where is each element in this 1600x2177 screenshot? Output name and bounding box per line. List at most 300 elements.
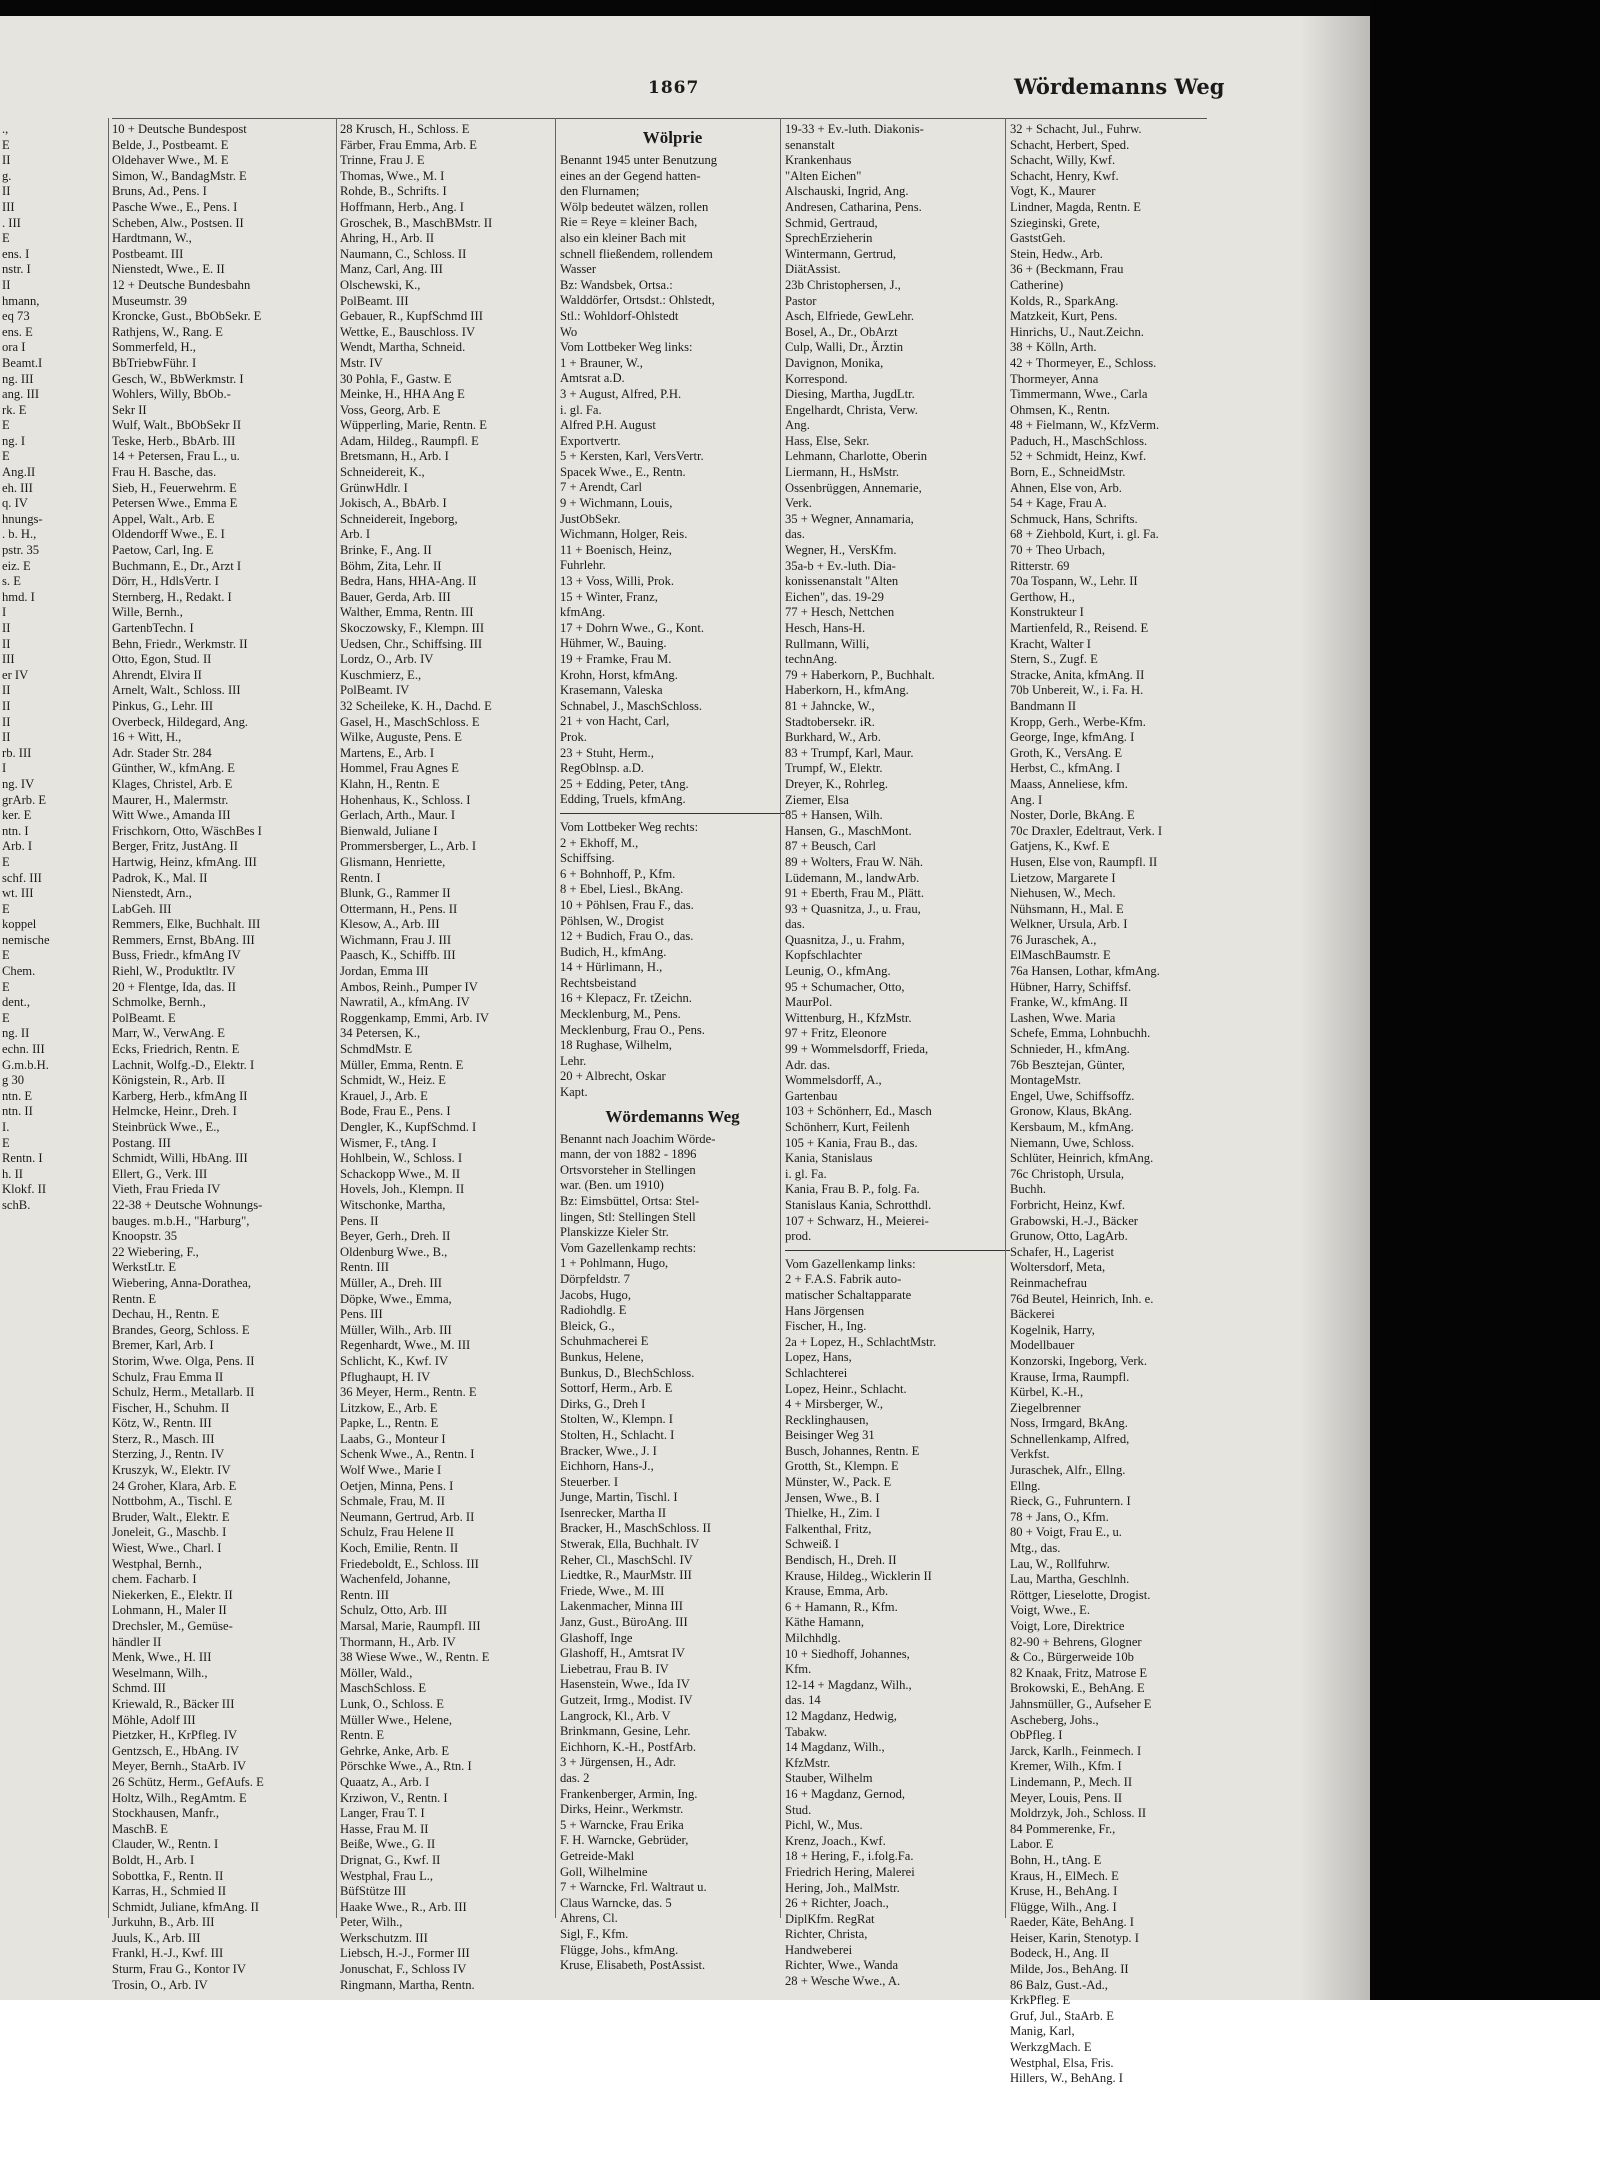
directory-entry-line: Rentn. III [340,1587,389,1602]
directory-entry-line: Wettke, E., Bauschloss. IV [340,324,476,339]
directory-entry-line: Belde, J., Postbeamt. E [112,137,229,152]
directory-entry-line: Bedra, Hans, HHA-Ang. II [340,574,477,589]
directory-entry-line: Hohenhaus, K., Schloss. I [340,792,471,807]
directory-entry-line: 81 + Jahncke, W., [785,698,875,713]
directory-entry-line: 10 + Siedhoff, Johannes, [785,1646,910,1661]
directory-entry-line: Stadtobersekr. iR. [785,714,875,729]
directory-entry-line: mann, der von 1882 - 1896 [560,1147,697,1162]
directory-entry-line: Hinrichs, U., Naut.Zeichn. [1010,324,1144,339]
directory-entry-line: chem. Facharb. I [112,1572,197,1587]
directory-entry-line: III [2,199,15,214]
directory-entry-line: Hühmer, W., Bauing. [560,636,667,651]
directory-entry-line: KrkPfleg. E [1010,1993,1071,2008]
directory-entry-line: Hansen, G., MaschMont. [785,823,912,838]
directory-entry-line: Olschewski, K., [340,277,421,292]
directory-entry-line: Lüdemann, M., landwArb. [785,870,920,885]
directory-entry-line: Boldt, H., Arb. I [112,1852,195,1867]
directory-entry-line: Sekr II [112,402,147,417]
directory-entry-line: Dirks, Heinr., Werkmstr. [560,1802,684,1817]
directory-entry-line: ObPfleg. I [1010,1728,1063,1743]
directory-entry-line: i. gl. Fa. [785,1166,827,1181]
directory-entry-line: E [2,1135,10,1150]
directory-entry-line: Rentn. E [340,1728,385,1743]
directory-entry-line: Museumstr. 39 [112,293,187,308]
directory-entry-line: koppel [2,917,37,932]
directory-entry-line: er IV [2,667,29,682]
directory-entry-line: Frankenberger, Armin, Ing. [560,1786,698,1801]
directory-entry-line: Adr. Stader Str. 284 [112,745,212,760]
directory-entry-line: Catherine) [1010,277,1064,292]
directory-entry-line: Noss, Irmgard, BkAng. [1010,1416,1128,1431]
directory-entry-line: Rentn. I [2,1151,43,1166]
directory-entry-line: Stwerak, Ella, Buchhalt. IV [560,1537,700,1552]
directory-entry-line: Hasse, Frau M. II [340,1821,429,1836]
directory-entry-line: WerkstLtr. E [112,1260,177,1275]
directory-entry-line: II [2,636,11,651]
directory-entry-line: Sturm, Frau G., Kontor IV [112,1962,246,1977]
directory-entry-line: Wille, Bernh., [112,605,183,620]
directory-entry-line: Bruns, Ad., Pens. I [112,184,207,199]
directory-entry-line: Vom Lottbeker Weg rechts: [560,819,699,834]
directory-entry-line: lingen, Stl: Stellingen Stell [560,1209,696,1224]
directory-entry-line: Getreide-Makl [560,1848,635,1863]
directory-entry-line: BbTriebwFühr. I [112,355,197,370]
directory-entry-line: Langrock, Kl., Arb. V [560,1708,671,1723]
directory-entry-line: Goll, Wilhelmine [560,1864,648,1879]
directory-entry-line: Lehr. [560,1053,587,1068]
directory-entry-line: Gartenbau [785,1088,838,1103]
directory-entry-line: Engel, Uwe, Schiffsoffz. [1010,1088,1135,1103]
directory-entry-line: Brinke, F., Ang. II [340,543,432,558]
directory-entry-line: Sobottka, F., Rentn. II [112,1868,224,1883]
directory-entry-line: Wo [560,324,578,339]
directory-entry-line: Amtsrat a.D. [560,371,625,386]
directory-entry-line: 1 + Pohlmann, Hugo, [560,1256,669,1271]
directory-entry-line: Hasenstein, Wwe., Ida IV [560,1677,690,1692]
directory-entry-line: 14 Magdanz, Wilh., [785,1740,885,1755]
directory-entry-line: Bäckerei [1010,1307,1055,1322]
directory-entry-line: I [2,761,7,776]
directory-entry-line: Münster, W., Pack. E [785,1475,892,1490]
directory-entry-line: Holtz, Wilh., RegAmtm. E [112,1790,247,1805]
directory-entry-line: Witschonke, Martha, [340,1197,446,1212]
directory-entry-line: Krause, Hildeg., Wicklerin II [785,1568,932,1583]
directory-entry-line: Handweberei [785,1942,853,1957]
directory-entry-line: Ritterstr. 69 [1010,558,1070,573]
directory-entry-line: Pöhlsen, W., Drogist [560,913,664,928]
directory-entry-line: Helmcke, Heinr., Dreh. I [112,1104,237,1119]
directory-entry-line: E [2,418,10,433]
directory-entry-line: Friede, Wwe., M. III [560,1583,665,1598]
directory-entry-line: Dörpfeldstr. 7 [560,1271,630,1286]
directory-entry-line: Dreyer, K., Rohrleg. [785,776,889,791]
directory-entry-line: 2a + Lopez, H., SchlachtMstr. [785,1334,937,1349]
directory-entry-line: Husen, Else von, Raumpfl. II [1010,854,1158,869]
directory-entry-line: Brokowski, E., BehAng. E [1010,1681,1145,1696]
directory-entry-line: eq 73 [2,309,30,324]
directory-entry-line: Ellng. [1010,1478,1041,1493]
directory-entry-line: E [2,979,10,994]
directory-entry-line: 3 + Jürgensen, H., Adr. [560,1755,677,1770]
directory-entry-line: Schulz, Herm., Metallarb. II [112,1385,255,1400]
directory-entry-line: Kruse, H., BehAng. I [1010,1884,1118,1899]
directory-entry-line: Walddörfer, Ortsdst.: Ohlstedt, [560,293,715,308]
directory-entry-line: 34 Petersen, K., [340,1026,421,1041]
directory-entry-line: 80 + Voigt, Frau E., u. [1010,1525,1122,1540]
directory-entry-line: Oetjen, Minna, Pens. I [340,1478,454,1493]
directory-entry-line: II [2,714,11,729]
directory-entry-line: Langer, Frau T. I [340,1806,425,1821]
directory-entry-line: echn. III [2,1042,45,1057]
directory-entry-line: Dörr, H., HdlsVertr. I [112,574,219,589]
directory-entry-line: 2 + F.A.S. Fabrik auto- [785,1272,902,1287]
directory-entry-line: Gentzsch, E., HbAng. IV [112,1743,239,1758]
directory-entry-line: 70 + Theo Urbach, [1010,543,1106,558]
directory-entry-line: Nienstedt, Wwe., E. II [112,262,225,277]
column-4 [785,122,1010,1989]
directory-entry-line: III [2,652,15,667]
directory-entry-line: Kania, Frau B. P., folg. Fa. [785,1182,920,1197]
directory-entry-line: Müller, Wilh., Arb. III [340,1322,452,1337]
directory-entry-line: Beisinger Weg 31 [785,1428,875,1443]
directory-entry-line: Mecklenburg, M., Pens. [560,1007,681,1022]
directory-entry-line: 77 + Hesch, Nettchen [785,605,895,620]
directory-entry-line: 95 + Schumacher, Otto, [785,979,905,994]
directory-entry-line: Exportvertr. [560,433,621,448]
directory-entry-line: hmann, [2,293,40,308]
directory-entry-line: Sigl, F., Kfm. [560,1926,629,1941]
directory-entry-line: Müller, A., Dreh. III [340,1275,442,1290]
directory-entry-line: 15 + Winter, Franz, [560,589,658,604]
directory-entry-line: II [2,683,11,698]
directory-entry-line: Bienwald, Juliane I [340,823,438,838]
directory-entry-line: Mstr. IV [340,355,383,370]
directory-entry-line: 3 + August, Alfred, P.H. [560,386,682,401]
directory-entry-line: Schuhmacherei E [560,1334,649,1349]
directory-entry-line: i. gl. Fa. [560,402,602,417]
directory-entry-line: Thielke, H., Zim. I [785,1506,880,1521]
directory-entry-line: 76d Beutel, Heinrich, Inh. e. [1010,1291,1154,1306]
directory-entry-line: Pflughaupt, H. IV [340,1369,431,1384]
directory-entry-line: II [2,621,11,635]
column-2 [340,122,565,1992]
directory-entry-line: Bandmann II [1010,698,1077,713]
directory-entry-line: 52 + Schmidt, Heinz, Kwf. [1010,449,1147,464]
directory-entry-line: Meyer, Bernh., StaArb. IV [112,1759,247,1774]
directory-entry-line: Papke, L., Rentn. E [340,1416,439,1431]
directory-entry-line: Nawratil, A., kfmAng. IV [340,995,470,1010]
directory-entry-line: George, Inge, kfmAng. I [1010,730,1135,745]
directory-entry-line: Leunig, O., kfmAng. [785,964,891,979]
directory-entry-line: E [2,231,10,246]
directory-entry-line: Davignon, Monika, [785,355,884,370]
directory-entry-line: Andresen, Catharina, Pens. [785,199,922,214]
directory-entry-line: Schafer, H., Lagerist [1010,1244,1115,1259]
directory-entry-line: Lunk, O., Schloss. E [340,1696,444,1711]
directory-entry-line: Herbst, C., kfmAng. I [1010,761,1121,776]
directory-entry-line: E [2,1010,10,1025]
directory-entry-line: Bunkus, Helene, [560,1349,644,1364]
directory-entry-line: Sommerfeld, H., [112,340,196,355]
directory-entry-line: Ohmsen, K., Rentn. [1010,402,1111,417]
directory-entry-line: Milchhdlg. [785,1631,841,1645]
directory-entry-line: Martienfeld, R., Reisend. E [1010,621,1149,635]
directory-entry-line: Voigt, Lore, Direktrice [1010,1619,1125,1633]
directory-entry-line: 76 Juraschek, A., [1010,932,1097,947]
directory-entry-line: Manig, Karl, [1010,2024,1075,2039]
directory-entry-line: Kapt. [560,1085,588,1100]
directory-entry-line: Arb. I [2,839,33,854]
directory-entry-line: Ottermann, H., Pens. II [340,901,458,916]
directory-entry-line: 13 + Voss, Willi, Prok. [560,574,675,589]
directory-entry-line: Jacobs, Hugo, [560,1287,632,1302]
directory-entry-line: 26 Schütz, Herm., GefAufs. E [112,1774,264,1789]
directory-entry-line: 16 + Klepacz, Fr. tZeichn. [560,991,692,1006]
directory-entry-line: Wohlers, Willy, BbOb.- [112,387,231,402]
directory-entry-line: Sieb, H., Feuerwehrm. E [112,480,237,495]
directory-entry-line: Schnellenkamp, Alfred, [1010,1431,1130,1446]
directory-entry-line: Lindner, Magda, Rentn. E [1010,199,1141,214]
directory-entry-line: ens. E [2,324,33,339]
directory-entry-line: Sterz, R., Masch. III [112,1431,215,1446]
directory-entry-line: Grotth, St., Klempn. E [785,1459,899,1474]
directory-entry-line: Overbeck, Hildegard, Ang. [112,714,249,729]
directory-entry-line: Remmers, Ernst, BbAng. III [112,932,255,947]
directory-entry-line: 91 + Eberth, Frau M., Plätt. [785,886,924,901]
directory-entry-line: Arb. I [340,527,371,542]
directory-entry-line: Stockhausen, Manfr., [112,1806,220,1821]
directory-entry-line: Pinkus, G., Lehr. III [112,698,214,713]
directory-entry-line: also ein kleiner Bach mit [560,230,686,245]
directory-entry-line: Lehmann, Charlotte, Oberin [785,449,927,464]
directory-entry-line: Adr. das. [785,1057,831,1072]
directory-entry-line: s. E [2,574,21,589]
directory-entry-line: Ang. [785,418,810,433]
directory-entry-line: & Co., Bürgerweide 10b [1010,1650,1134,1665]
directory-entry-line: Paetow, Carl, Ing. E [112,543,214,558]
directory-entry-line: Glashoff, H., Amtsrat IV [560,1646,685,1661]
directory-entry-line: Richter, Wwe., Wanda [785,1958,899,1973]
directory-entry-line: Ambos, Reinh., Pumper IV [340,979,478,994]
directory-entry-line: Clauder, W., Rentn. I [112,1837,219,1852]
directory-entry-line: 22 Wiebering, F., [112,1244,199,1259]
directory-entry-line: Wendt, Martha, Schneid. [340,340,466,355]
directory-entry-line: 70a Tospann, W., Lehr. II [1010,574,1138,589]
directory-entry-line: Stolten, H., Schlacht. I [560,1427,675,1442]
directory-entry-line: Färber, Frau Emma, Arb. E [340,137,477,152]
directory-entry-line: Frischkorn, Otto, WäschBes I [112,823,262,838]
directory-entry-line: Schefe, Emma, Lohnbuchh. [1010,1026,1151,1041]
directory-entry-line: eines an der Gegend hatten- [560,168,701,183]
column-separator [108,118,109,1918]
directory-entry-line: Kropp, Gerh., Werbe-Kfm. [1010,714,1146,729]
scan-right-border [1370,0,1600,2000]
directory-entry-line: PolBeamt. E [112,1010,176,1025]
directory-entry-line: Marsal, Marie, Raumpfl. III [340,1619,481,1633]
directory-entry-line: Marr, W., VerwAng. E [112,1026,225,1041]
directory-entry-line: Bohn, H., tAng. E [1010,1852,1102,1867]
directory-entry-line: Fuhrlehr. [560,558,606,573]
directory-entry-line: Steinbrück Wwe., E., [112,1120,220,1134]
directory-entry-line: 84 Pommerenke, Fr., [1010,1821,1116,1836]
directory-entry-line: Kroncke, Gust., BbObSekr. E [112,309,262,324]
directory-entry-line: Behn, Friedr., Werkmstr. II [112,636,248,651]
directory-entry-line: Jahnsmüller, G., Aufseher E [1010,1696,1152,1711]
directory-entry-line: Nühsmann, H., Mal. E [1010,901,1124,916]
directory-entry-line: PolBeamt. IV [340,683,410,698]
section-divider [560,813,785,820]
directory-entry-line: Eichhorn, Hans-J., [560,1459,654,1474]
directory-entry-line: Dengler, K., KupfSchmd. I [340,1120,477,1134]
directory-entry-line: Bendisch, H., Dreh. II [785,1553,897,1568]
directory-entry-line: 87 + Beusch, Carl [785,839,877,854]
directory-entry-line: dent., [2,995,30,1010]
directory-entry-line: Pörschke Wwe., A., Rtn. I [340,1759,472,1774]
directory-entry-line: Planskizze Kieler Str. [560,1225,669,1240]
directory-entry-line: 28 Krusch, H., Schloss. E [340,122,470,136]
directory-entry-line: Gerlach, Arth., Maur. I [340,808,456,823]
directory-entry-line: Teske, Herb., BbArb. III [112,433,236,448]
directory-entry-line: II [2,698,11,713]
directory-entry-line: Janz, Gust., BüroAng. III [560,1615,688,1630]
directory-entry-line: . b. H., [2,527,37,542]
directory-entry-line: Alschauski, Ingrid, Ang. [785,184,909,199]
directory-entry-line: Moldrzyk, Joh., Schloss. II [1010,1806,1147,1821]
directory-entry-line: Bode, Frau E., Pens. I [340,1104,451,1119]
column-separator [555,118,556,1918]
directory-entry-line: ., [2,122,9,136]
directory-entry-line: E [2,449,10,464]
directory-entry-line: Lohmann, H., Maler II [112,1603,227,1618]
directory-entry-line: Schackopp Wwe., M. II [340,1166,461,1181]
directory-entry-line: Roggenkamp, Emmi, Arb. IV [340,1010,490,1025]
directory-entry-line: Kogelnik, Harry, [1010,1322,1095,1337]
directory-entry-line: Kersbaum, M., kfmAng. [1010,1120,1134,1134]
directory-entry-line: MaurPol. [785,995,833,1010]
directory-entry-line: Krause, Emma, Arb. [785,1584,889,1599]
directory-entry-line: Haake Wwe., R., Arb. III [340,1899,467,1914]
directory-entry-line: 76b Besztejan, Günter, [1010,1057,1125,1072]
directory-entry-line: Culp, Walli, Dr., Ärztin [785,340,904,355]
directory-entry-line: 20 + Albrecht, Oskar [560,1069,666,1084]
directory-entry-line: PolBeamt. III [340,293,409,308]
directory-entry-line: 18 + Hering, F., i.folg.Fa. [785,1849,914,1864]
directory-entry-line: 12 Magdanz, Hedwig, [785,1708,897,1723]
directory-entry-line: Trosin, O., Arb. IV [112,1977,208,1992]
directory-entry-line: Konzorski, Ingeborg, Verk. [1010,1353,1147,1368]
directory-entry-line: Friedeboldt, E., Schloss. III [340,1556,479,1571]
directory-entry-line: kfmAng. [560,605,606,620]
directory-entry-line: 103 + Schönherr, Ed., Masch [785,1104,932,1119]
directory-entry-line: Burkhard, W., Arb. [785,730,881,745]
directory-entry-line: Padrok, K., Mal. II [112,870,208,885]
directory-entry-line: 21 + von Hacht, Carl, [560,714,670,729]
directory-entry-line: Rentn. E [112,1291,157,1306]
directory-entry-line: Storim, Wwe. Olga, Pens. II [112,1353,255,1368]
directory-entry-line: E [2,948,10,963]
directory-entry-line: Kürbel, K.-H., [1010,1385,1084,1400]
directory-entry-line: Günther, W., kfmAng. E [112,761,235,776]
directory-entry-line: 42 + Thormeyer, E., Schloss. [1010,355,1157,370]
directory-entry-line: Lopez, Hans, [785,1350,852,1365]
directory-entry-line: II [2,730,11,745]
directory-entry-line: Stern, S., Zugf. E [1010,652,1098,667]
directory-entry-line: Liebetrau, Frau B. IV [560,1661,669,1676]
directory-entry-line: Hoffmann, Herb., Ang. I [340,199,464,214]
directory-entry-line: Schlachterei [785,1365,848,1380]
directory-entry-line: Blunk, G., Rammer II [340,886,451,901]
directory-entry-line: 18 Rughase, Wilhelm, [560,1038,672,1053]
street-heading: Wölprie [642,128,703,147]
directory-entry-line: Eichen", das. 19-29 [785,589,884,604]
directory-entry-line: Neumann, Gertrud, Arb. II [340,1509,475,1524]
directory-entry-line: Busch, Johannes, Rentn. E [785,1443,920,1458]
directory-entry-line: Peter, Wilh., [340,1915,403,1930]
directory-entry-line: MaschSchloss. E [340,1681,427,1696]
directory-entry-line: 107 + Schwarz, H., Meierei- [785,1213,929,1228]
directory-entry-line: Engelhardt, Christa, Verw. [785,402,918,417]
directory-entry-line: Schacht, Henry, Kwf. [1010,168,1119,183]
directory-entry-line: Rentn. I [340,870,381,885]
directory-entry-line: Lopez, Heinr., Schlacht. [785,1381,907,1396]
directory-entry-line: Wichmann, Frau J. III [340,932,452,947]
directory-entry-line: pstr. 35 [2,543,40,558]
directory-entry-line: Gasel, H., MaschSchloss. E [340,714,480,729]
directory-entry-line: Uedsen, Chr., Schiffsing. III [340,636,483,651]
directory-entry-line: Schneidereit, Ingeborg, [340,511,458,526]
directory-entry-line: Wasser [560,262,597,277]
directory-entry-line: Reher, Cl., MaschSchl. IV [560,1552,693,1567]
directory-entry-line: Drechsler, M., Gemüse- [112,1619,233,1633]
directory-entry-line: Dirks, G., Dreh I [560,1396,646,1411]
directory-entry-line: Brandes, Georg, Schloss. E [112,1322,250,1337]
directory-entry-line: Krohn, Horst, kfmAng. [560,667,678,682]
directory-entry-line: 12 + Budich, Frau O., das. [560,929,694,944]
directory-entry-line: Niemann, Uwe, Schloss. [1010,1135,1135,1150]
directory-entry-line: Chem. [2,964,36,979]
directory-entry-line: Berger, Fritz, JustAng. II [112,839,238,854]
directory-entry-line: 70b Unbereit, W., i. Fa. H. [1010,683,1144,698]
directory-entry-line: Schenk Wwe., A., Rentn. I [340,1447,475,1462]
directory-entry-line: Lashen, Wwe. Maria [1010,1010,1116,1025]
directory-entry-line: Stein, Hedw., Arb. [1010,246,1103,261]
directory-entry-line: Kolds, R., SparkAng. [1010,293,1119,308]
directory-entry-line: Wüpperling, Marie, Rentn. E [340,418,487,433]
directory-entry-line: Schlüter, Heinrich, kfmAng. [1010,1151,1154,1166]
directory-entry-line: Krauel, J., Arb. E [340,1088,428,1103]
directory-entry-line: Vom Lottbeker Weg links: [560,340,693,355]
directory-entry-line: Meyer, Louis, Pens. II [1010,1790,1123,1805]
directory-entry-line: eh. III [2,480,33,495]
directory-entry-line: Bauer, Gerda, Arb. III [340,589,451,604]
directory-entry-line: Steuerber. I [560,1474,619,1489]
directory-entry-line: Beiße, Wwe., G. II [340,1837,436,1852]
directory-entry-line: Timmermann, Wwe., Carla [1010,387,1148,402]
directory-entry-line: Schulz, Frau Emma II [112,1369,224,1384]
directory-entry-line: q. IV [2,496,28,511]
directory-entry-line: Frau H. Basche, das. [112,465,217,480]
directory-entry-line: Gruf, Jul., StaArb. E [1010,2008,1114,2023]
directory-entry-line: Hass, Else, Sekr. [785,433,870,448]
directory-entry-line: Szieginski, Grete, [1010,215,1100,230]
directory-entry-line: Rechtsbeistand [560,975,637,990]
directory-entry-line: händler II [112,1634,162,1649]
directory-entry-line: Alfred P.H. August [560,418,656,433]
directory-entry-line: SchmdMstr. E [340,1042,413,1057]
directory-entry-line: Westphal, Frau L., [340,1868,434,1883]
directory-entry-line: 19 + Framke, Frau M. [560,652,672,666]
directory-entry-line: 32 Scheileke, K. H., Dachd. E [340,698,492,713]
